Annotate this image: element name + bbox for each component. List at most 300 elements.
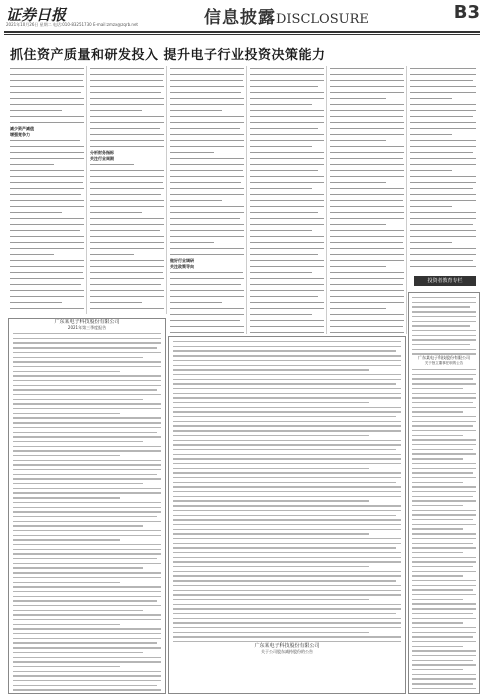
ad-text-line [173,458,401,462]
ad-text-line [412,683,476,687]
ad-text-line [173,477,401,481]
ad-text-line [412,430,476,434]
body-text-line [250,314,324,319]
body-text-line [90,266,164,271]
body-text-line [410,248,476,253]
body-text-line [330,296,404,301]
body-text-line [90,164,164,169]
ad-text-line [412,608,476,612]
body-text-line [10,296,84,301]
ad-text-line [173,454,401,458]
ad-text-line [173,580,401,584]
body-text-line [330,242,404,247]
article-column-3 [170,66,244,334]
section-subhead: 增强竞争力 [10,132,30,137]
body-text-line [410,230,476,235]
body-text-line [330,152,404,157]
body-text-line [90,248,164,253]
body-text-line [170,182,244,187]
body-text-line [250,140,324,145]
ad-text-line [173,379,401,383]
ad-text-line [13,666,161,670]
ad-text-line [412,636,476,640]
body-text-line [10,224,84,229]
body-text-line [90,74,164,79]
body-text-line [250,296,324,301]
ad-text-line [13,544,161,548]
body-text-line [170,68,244,73]
body-text-line [410,260,476,265]
body-text-line [250,98,324,103]
body-text-line [170,272,244,277]
body-text-line [330,98,404,103]
ad-text-line [13,553,161,557]
body-text-line [330,104,404,109]
body-text-line [10,116,84,121]
body-text-line [10,230,84,235]
body-text-line [330,176,404,181]
body-text-line [410,86,476,91]
body-text-line [410,224,476,229]
ad-text-line [173,463,401,467]
body-text-line [90,80,164,85]
body-text-line [10,104,84,109]
ad-text-line [173,486,401,490]
ad-text-line [13,361,161,365]
ad-text-line [173,388,401,392]
ad-text-line [173,529,401,533]
body-text-line [410,146,476,151]
body-text-line [170,302,244,307]
ad-text-line [412,674,476,678]
section-title [204,3,369,28]
ad-text-line [412,468,476,472]
body-text-line [10,86,84,91]
ad-text-line [13,399,161,403]
section-title-cn: 信息披露 [204,8,276,28]
ad-text-line [173,604,401,608]
ad-text-line [412,472,476,476]
body-text-line [10,68,84,73]
body-text-line [410,218,476,223]
body-text-line [410,188,476,193]
body-text-line [250,218,324,223]
body-text-line [170,218,244,223]
body-text-line [410,272,476,273]
ad-text-line [13,446,161,450]
ad-text-line [173,632,401,636]
body-text-line [410,266,476,271]
body-text-line [410,242,476,247]
body-text-line [90,278,164,283]
body-text-line [250,128,324,133]
body-text-line [90,254,164,259]
ad-text-line [173,360,401,364]
ad-text-line [173,585,401,589]
ad-subtitle: 关于公司股东减持股份的公告 [261,649,313,654]
body-text-line [170,290,244,295]
ad-text-line [412,693,476,694]
ad-company-name: 广东某电子科技股份有限公司 [418,355,470,360]
ad-text-line [412,580,476,584]
body-text-line [330,332,404,335]
disclosure-ad-3 [408,292,480,694]
section-subhead: 关注政策导向 [170,264,194,269]
body-text-line [90,188,164,193]
body-text-line [330,266,404,271]
body-text-line [330,230,404,235]
body-text-line [410,200,476,205]
body-text-line [10,278,84,283]
ad-text-line [13,675,161,679]
body-text-line [250,254,324,259]
body-text-line [10,170,84,175]
body-text-line [330,140,404,145]
ad-text-line [412,505,476,509]
ad-text-line [13,525,161,529]
body-text-line [10,176,84,181]
body-text-line [250,146,324,151]
ad-text-line [13,619,161,623]
ad-text-line [173,425,401,429]
ad-text-line [13,567,161,571]
body-text-line [330,200,404,205]
body-text-line [170,284,244,289]
body-text-line [10,158,84,163]
body-text-line [250,320,324,325]
body-text-line [330,134,404,139]
ad-text-line [412,344,476,348]
body-text-line [90,86,164,91]
body-text-line [10,74,84,79]
masthead-rule-thin [4,34,480,35]
body-text-line [10,92,84,97]
ad-text-line [13,642,161,646]
body-text-line [170,140,244,145]
body-text-line [170,314,244,319]
ad-text-line [173,365,401,369]
body-text-line [90,314,164,315]
ad-text-line [173,383,401,387]
body-text-line [330,278,404,283]
ad-text-line [173,575,401,579]
ad-text-line [173,552,401,556]
ad-text-line [173,515,401,519]
body-text-line [330,146,404,151]
ad-text-line [13,357,161,361]
column-divider [166,66,167,314]
body-text-line [330,74,404,79]
body-text-line [330,164,404,169]
body-text-line [170,158,244,163]
body-text-line [250,170,324,175]
ad-text-line [412,453,476,457]
body-text-line [410,74,476,79]
body-text-line [410,170,476,175]
section-title-en: DISCLOSURE [276,12,369,27]
ad-text-line [173,346,401,350]
ad-text-line [173,449,401,453]
ad-text-line [412,435,476,439]
ad-text-line [412,321,476,325]
body-text-line [90,212,164,217]
body-text-line [90,134,164,139]
body-text-line [250,164,324,169]
ad-text-line [13,680,161,684]
ad-text-line [412,655,476,659]
ad-text-line [412,519,476,523]
body-text-line [410,254,476,259]
ad-text-line [412,369,476,373]
ad-text-line [173,482,401,486]
ad-text-line [13,417,161,421]
body-text-line [330,170,404,175]
ad-text-line [412,388,476,392]
ad-text-line [13,633,161,637]
ad-text-line [173,505,401,509]
ad-text-line [173,393,401,397]
body-text-line [170,164,244,169]
body-text-line [250,176,324,181]
ad-text-line [412,664,476,668]
ad-text-line [412,411,476,415]
ad-text-line [412,575,476,579]
ad-text-line [173,416,401,420]
body-text-line [90,122,164,127]
ad-text-line [412,514,476,518]
ad-text-line [13,432,161,436]
body-text-line [410,80,476,85]
body-text-line [250,272,324,277]
body-text-line [10,164,84,169]
ad-company-name: 广东某电子科技股份有限公司 [254,643,320,649]
ad-text-line [412,603,476,607]
body-text-line [10,206,84,211]
body-text-line [410,164,476,169]
ad-text-line [412,641,476,645]
ad-text-line [412,669,476,673]
body-text-line [90,128,164,133]
ad-text-line [13,478,161,482]
ad-text-line [173,543,401,547]
body-text-line [170,116,244,121]
ad-subtitle: 2021年第三季度报告 [67,325,107,330]
body-text-line [170,74,244,79]
ad-text-line [13,596,161,600]
ad-text-line [173,622,401,626]
body-text-line [250,206,324,211]
body-text-line [410,236,476,241]
ad-text-line [13,530,161,534]
body-text-line [410,110,476,115]
body-text-line [90,98,164,103]
ad-text-line [412,496,476,500]
body-text-line [170,206,244,211]
body-text-line [170,248,244,253]
body-text-line [90,104,164,109]
ad-text-line [412,688,476,692]
ad-text-line [173,599,401,603]
body-text-line [10,80,84,85]
ad-text-line [13,689,161,693]
body-text-line [250,266,324,271]
body-text-line [10,284,84,289]
body-text-line [10,248,84,253]
ad-text-line [173,500,401,504]
body-text-line [250,278,324,283]
ad-text-line [13,582,161,586]
body-text-line [170,80,244,85]
ad-text-line [173,411,401,415]
body-text-line [330,302,404,307]
body-text-line [330,320,404,325]
ad-text-line [412,463,476,467]
ad-text-line [412,589,476,593]
body-text-line [90,194,164,199]
body-text-line [410,92,476,97]
body-text-line [10,272,84,277]
body-text-line [170,194,244,199]
ad-text-line [173,519,401,523]
body-text-line [170,296,244,301]
ad-text-line [412,613,476,617]
body-text-line [330,158,404,163]
column-divider [246,66,247,334]
body-text-line [330,128,404,133]
ad-text-line [13,661,161,665]
ad-text-line [412,632,476,636]
body-text-line [250,122,324,127]
body-text-line [90,272,164,277]
article-column-4 [250,66,324,334]
issue-date-line: 2021年10月26日 星期二 电话:010-83251730 E-mail:zmzx@zqrb.net [6,22,138,27]
ad-text-line [412,378,476,382]
body-text-line [330,194,404,199]
column-divider [326,66,327,334]
ad-text-line [13,685,161,689]
newspaper-logo: 证券日报 [6,6,67,24]
body-text-line [410,158,476,163]
ad-text-line [412,627,476,631]
ad-text-line [412,538,476,542]
ad-text-line [13,549,161,553]
ad-text-line [412,650,476,654]
body-text-line [170,92,244,97]
body-text-line [170,308,244,313]
body-text-line [410,116,476,121]
body-text-line [10,98,84,103]
body-text-line [250,194,324,199]
ad-text-line [173,430,401,434]
ad-text-line [412,622,476,626]
body-text-line [250,200,324,205]
ad-text-line [13,441,161,445]
body-text-line [330,110,404,115]
body-text-line [330,308,404,313]
ad-text-line [13,600,161,604]
ad-text-line [412,500,476,504]
body-text-line [10,212,84,217]
ad-text-line [13,380,161,384]
ad-text-line [412,561,476,565]
ad-text-line [412,482,476,486]
body-text-line [90,68,164,73]
ad-text-line [13,577,161,581]
body-text-line [250,332,324,335]
ad-text-line [13,450,161,454]
ad-text-line [13,614,161,618]
ad-text-line [13,638,161,642]
ad-text-line [13,338,161,342]
body-text-line [250,224,324,229]
body-text-line [250,290,324,295]
ad-text-line [13,610,161,614]
ad-text-line [13,507,161,511]
ad-text-line [13,436,161,440]
body-text-line [330,284,404,289]
body-text-line [10,200,84,205]
ad-text-line [13,352,161,356]
body-text-line [90,206,164,211]
body-text-line [250,80,324,85]
ad-text-line [13,371,161,375]
body-text-line [330,224,404,229]
body-text-line [330,206,404,211]
ad-text-line [173,627,401,631]
ad-text-line [13,511,161,515]
ad-text-line [412,510,476,514]
ad-text-line [13,342,161,346]
body-text-line [250,326,324,331]
section-subhead: 减少资产减值 [10,126,34,131]
ad-text-line [173,472,401,476]
body-text-line [10,308,84,313]
body-text-line [250,236,324,241]
ad-text-line [13,521,161,525]
ad-text-line [13,563,161,567]
body-text-line [330,248,404,253]
ad-text-line [173,444,401,448]
body-text-line [170,200,244,205]
ad-text-line [13,464,161,468]
ad-text-line [412,585,476,589]
body-text-line [10,260,84,265]
ad-text-line [412,547,476,551]
body-text-line [250,182,324,187]
body-text-line [250,104,324,109]
ad-text-line [412,557,476,561]
ad-text-line [173,636,401,640]
ad-text-line [13,389,161,393]
ad-text-line [173,435,401,439]
ad-text-line [13,469,161,473]
ad-text-line [173,557,401,561]
ad-text-line [173,524,401,528]
body-text-line [170,176,244,181]
ad-text-line [412,458,476,462]
body-text-line [90,302,164,307]
body-text-line [330,290,404,295]
ad-text-line [412,374,476,378]
ad-text-line [13,347,161,351]
section-subhead: 分析财务指标 [90,150,114,155]
body-text-line [170,332,244,335]
body-text-line [330,80,404,85]
ad-text-line [13,394,161,398]
article-column-1 [10,66,84,314]
ad-text-line [412,425,476,429]
ad-text-line [412,339,476,343]
